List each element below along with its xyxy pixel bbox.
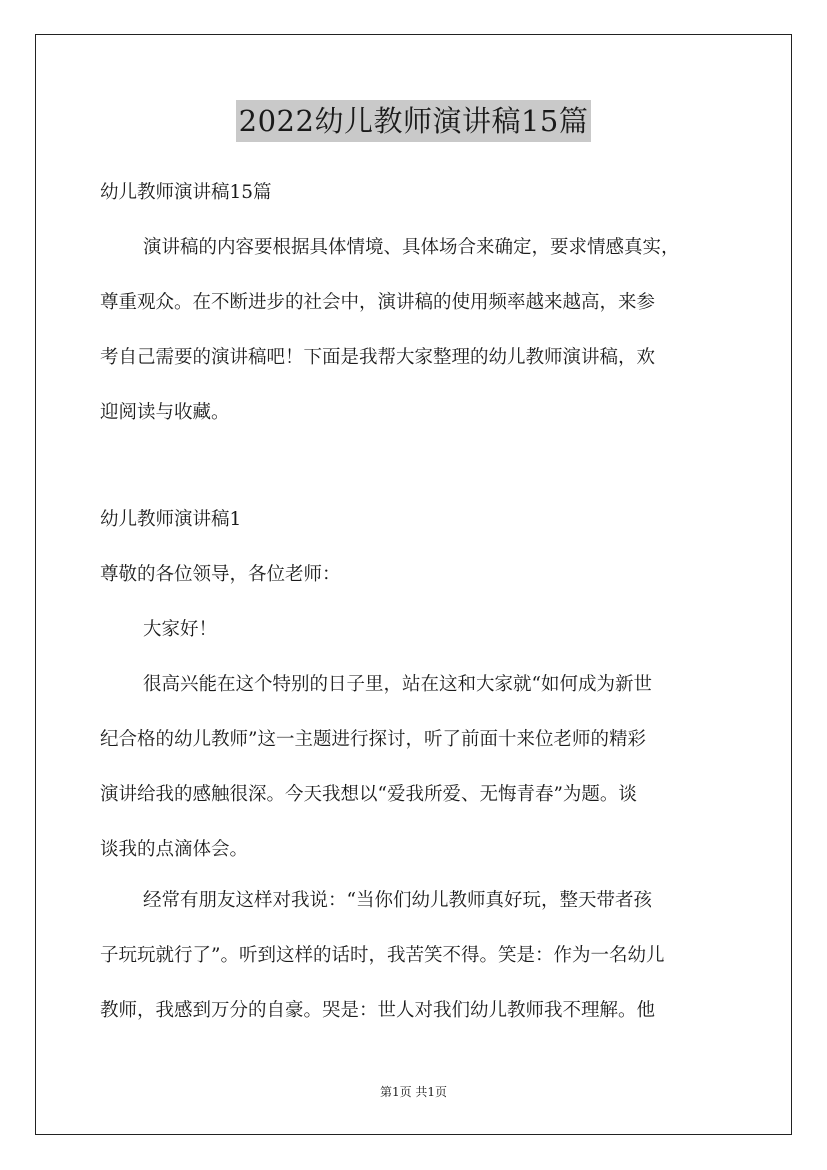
intro-line: 迎阅读与收藏。 [100, 402, 230, 423]
paragraph-line: 子玩玩就行了”。听到这样的话时，我苦笑不得。笑是：作为一名幼儿 [100, 945, 665, 966]
document-title: 2022幼儿教师演讲稿15篇 [236, 100, 592, 142]
title-container [0, 100, 827, 142]
paragraph-line: 经常有朋友这样对我说：“当你们幼儿教师真好玩，整天带者孩 [143, 890, 652, 911]
paragraph-line: 教师，我感到万分的自豪。哭是：世人对我们幼儿教师我不理解。他 [100, 1000, 656, 1021]
intro-line: 考自己需要的演讲稿吧！下面是我帮大家整理的幼儿教师演讲稿，欢 [100, 347, 656, 368]
intro-line: 尊重观众。在不断进步的社会中，演讲稿的使用频率越来越高，来参 [100, 292, 656, 313]
paragraph-line: 很高兴能在这个特别的日子里，站在这和大家就“如何成为新世 [143, 674, 652, 695]
page-footer: 第1页 共1页 [379, 1085, 448, 1099]
document-subtitle: 幼儿教师演讲稿15篇 [100, 182, 272, 203]
paragraph-line: 谈我的点滴体会。 [100, 839, 249, 860]
paragraph-line: 纪合格的幼儿教师”这一主题进行探讨，听了前面十来位老师的精彩 [100, 729, 646, 750]
greeting: 大家好！ [143, 619, 218, 640]
intro-line: 演讲稿的内容要根据具体情境、具体场合来确定，要求情感真实， [143, 237, 680, 258]
paragraph-line: 演讲给我的感触很深。今天我想以“爱我所爱、无悔青春”为题。谈 [100, 784, 637, 805]
section-heading: 幼儿教师演讲稿1 [100, 509, 242, 530]
salutation: 尊敬的各位领导，各位老师： [100, 564, 341, 585]
